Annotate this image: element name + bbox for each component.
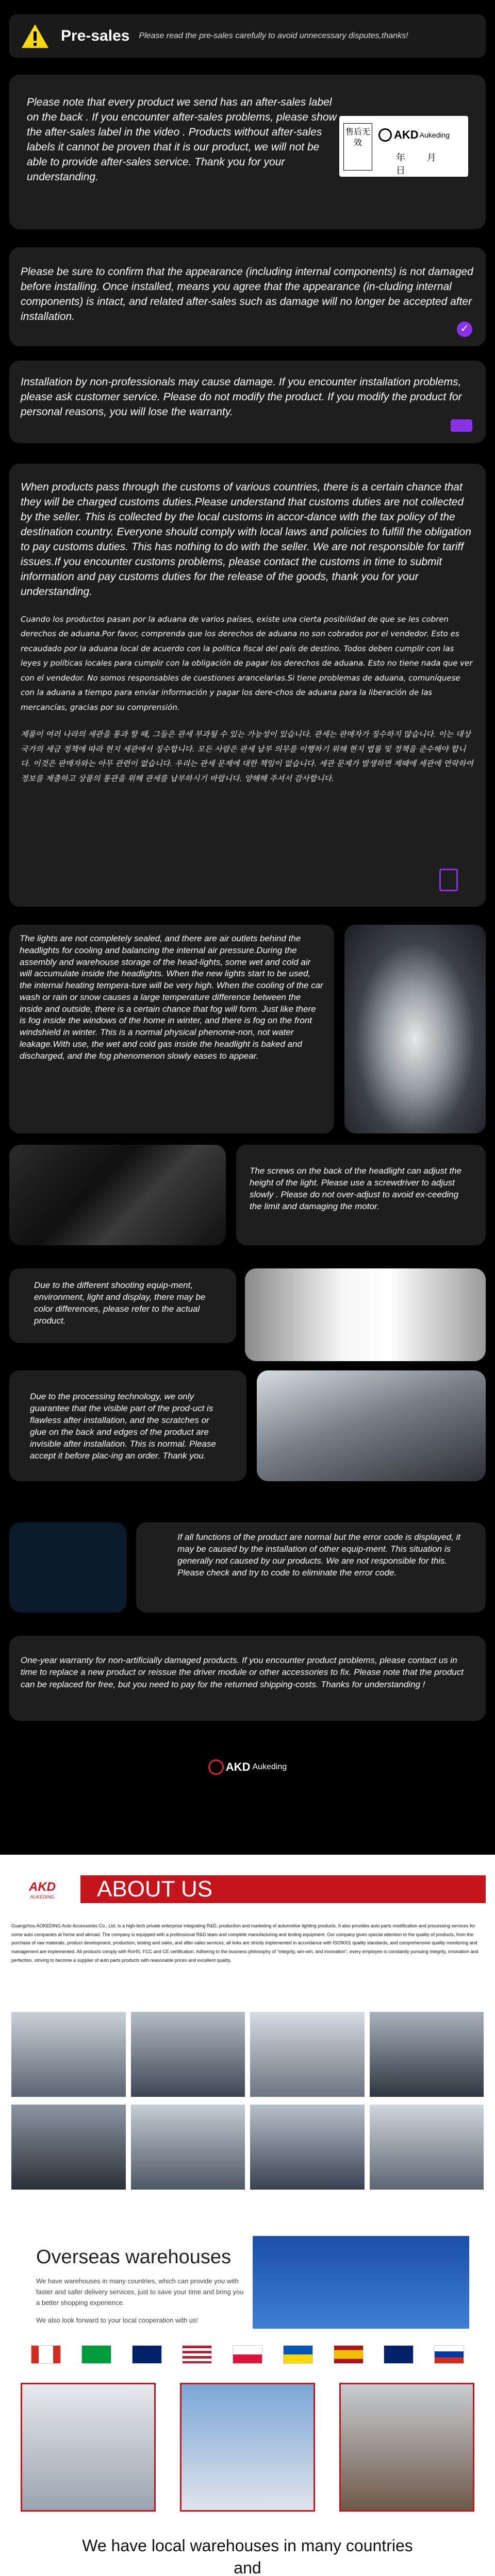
factory-photo xyxy=(131,2105,245,2190)
factory-photo xyxy=(11,2105,126,2190)
customs-text-en: When products pass through the customs of various countries, there is a certain chance that they will be charged customs duties.Please understand that customs duties are not collected by the seller. This is collected by the local customs in accor-dance with the tax policy of the destination country. Everyone should comply with local laws and policies to fulfill the obligation to pay customs duties. This has nothing to do with the seller. We are not responsible for tariff issues.If you encounter customs problems, please contact the customs in time to submit information and pay customs duties for the release of the goods, thank you for your understanding. xyxy=(21,481,471,598)
factory-photo-row xyxy=(11,2012,484,2097)
customs-text-ko: 제품이 여러 나라의 세관을 통과 할 때, 그들은 관세 부과될 수 있는 가능성이 있습니다. 관세는 판매자가 징수하지 않습니다. 이는 대상 국가의 세금 정책에 따라 현지 세관에서 징수합니다. 모든 사람은 관세 납부 의무를 이행하기 위해 현지 법률 및 정책을 준수해야 합니다. 이것은 판매자와는 아무 관련이 없습니다. 우리는 관세 문제에 대한 책임이 없습니다. 세관 문제가 발생하면 제때에 세관에 연락하여 정보를 제출하고 상품의 통관을 위해 관세를 납부하시기 바랍니다. 양해해 주셔서 감사합니다. xyxy=(21,730,473,783)
card-text: Please be sure to confirm that the appearance (including internal components) is not damaged before installing. Once installed, means you agree that the appearance (in-cluding internal components) is intact, and related after-sales such as damage will no longer be accepted after installation. xyxy=(21,266,473,323)
headlight-back-photo xyxy=(9,1145,226,1245)
spain-flag-icon xyxy=(334,2345,364,2364)
warehouse-photo-row xyxy=(21,2383,474,2512)
document-icon xyxy=(439,869,458,891)
world-map-image xyxy=(253,2236,469,2329)
color-difference-card xyxy=(9,1268,236,1343)
country-flags xyxy=(31,2345,464,2364)
factory-photo xyxy=(250,2105,365,2190)
poland-flag-icon xyxy=(233,2345,262,2364)
logo-text: Aukeding xyxy=(252,1762,287,1771)
screw-adjust-card xyxy=(236,1145,486,1245)
overseas-title: Overseas warehouses xyxy=(36,2246,232,2268)
factory-photo xyxy=(370,2105,484,2190)
installation-card xyxy=(9,361,486,443)
canada-flag-icon xyxy=(31,2345,61,2364)
fog-card xyxy=(9,925,334,1133)
code-screen-photo xyxy=(9,1522,127,1613)
presales-title: Pre-sales xyxy=(61,27,130,44)
logo-mark: AKD xyxy=(225,1760,251,1773)
about-title: ABOUT US xyxy=(80,1875,486,1903)
label-logo: AKD Aukeding xyxy=(378,127,450,143)
customs-card xyxy=(9,464,486,907)
presales-subtitle: Please read the pre-sales carefully to avoid unnecessary disputes,thanks! xyxy=(139,31,408,40)
car-front-photo xyxy=(257,1370,486,1481)
russia-flag-icon xyxy=(434,2345,464,2364)
processing-card xyxy=(9,1370,246,1481)
factory-photo xyxy=(370,2012,484,2097)
label-stamp: 售后无效 xyxy=(343,123,372,171)
card-text: Due to the processing technology, we only guarantee that the visible part of the prod-uct is flawless after installation, and the scratches or glue on the back and edges of the product are invisible after installation. This is normal. Please accept it before plac-ing an order. Thank you. xyxy=(30,1392,216,1461)
factory-photo xyxy=(11,2012,126,2097)
factory-photo xyxy=(250,2012,365,2097)
brand-logo xyxy=(160,1752,335,1783)
bottom-line-2: and xyxy=(234,2558,261,2576)
warranty-card xyxy=(9,1636,486,1721)
tool-icon xyxy=(451,419,472,432)
card-text: Please note that every product we send has an after-sales label on the back . If you encounter after-sales problems, please show the after-sales label in the video . Products without after-sales labels it cannot be proven that it is our product, we will not be able to provide after-sales service. Thank you for your understanding. xyxy=(27,96,337,183)
warning-icon xyxy=(21,23,50,49)
studio-photo xyxy=(245,1268,486,1361)
check-icon: ✓ xyxy=(457,321,472,337)
card-text: The screws on the back of the headlight can adjust the height of the light. Please use a screwdriver to adjust slowly . Please do not over-adjust to avoid ex-ceeding the limit and damaging the motor. xyxy=(250,1166,462,1211)
brazil-flag-icon xyxy=(81,2345,111,2364)
logo-icon xyxy=(378,128,392,142)
logo-icon xyxy=(208,1759,224,1775)
overseas-bottom-text xyxy=(0,2535,495,2576)
usa-flag-icon xyxy=(182,2345,212,2364)
presales-header xyxy=(9,14,486,58)
about-logo-mark: AKD xyxy=(29,1880,56,1894)
card-text: One-year warranty for non-artificially damaged products. If you encounter product problems, please contact us in time to replace a new product or reissue the driver module or other accessories to fix. Please note that the product can be replaced for free, but you need to pay for the returned shipping-costs. Thanks for understanding ! xyxy=(21,1655,464,1689)
after-sales-label-card xyxy=(9,75,486,229)
card-text: If all functions of the product are normal but the error code is displayed, it may be caused by the installation of other equip-ment. This situation is generally not caused by our products. We are not responsible for this. Please check and try to code to eliminate the error code. xyxy=(177,1532,461,1578)
bottom-line-1: We have local warehouses in many countries xyxy=(82,2536,413,2555)
australia-flag-icon xyxy=(132,2345,162,2364)
card-text: Installation by non-professionals may cause damage. If you encounter installation problems, please ask customer service. Please do not modify the product. If you modify the product for personal reasons, you will lose the warranty. xyxy=(21,376,462,418)
overseas-text: We have warehouses in many countries, which can provide you with faster and safer delivery services, just to save your time and bring you a better shopping experience. xyxy=(36,2277,244,2307)
ukraine-flag-icon xyxy=(283,2345,313,2364)
appearance-check-card xyxy=(9,247,486,346)
warehouse-photo xyxy=(21,2383,156,2512)
error-code-card xyxy=(136,1522,486,1613)
warehouse-photo xyxy=(339,2383,474,2512)
about-section xyxy=(0,1855,495,2226)
after-sales-label-image xyxy=(339,116,468,177)
card-text: Due to the different shooting equip-ment, environment, light and display, there may be color differences, please refer to the actual product. xyxy=(34,1280,206,1326)
label-date: 年 月 日 xyxy=(396,152,446,176)
customs-text-es: Cuando los productos pasan por la aduana de varios países, existe una cierta posibilidad de que se les cobren derechos de aduana.Por favor, comprenda que los derechos de aduana no son cobrados por el vendedor. Esto es recaudado por la aduana local de acuerdo con la política fiscal del país de destino. Todos deben cumplir con las leyes y políticas locales para cumplir con la obligación de pagar los derechos de aduana. Esto no tiene nada que ver con el vendedor. No somos responsables de cuestiones arancelarias.Si tiene problemas de aduana, comuníquese con la aduana a tiempo para enviar información y pagar los dere-chos de aduana para la liberación de las mercancías, gracias por su comprensión. xyxy=(21,614,473,712)
warehouse-photo xyxy=(180,2383,315,2512)
overseas-section xyxy=(0,2226,495,2576)
about-paragraph: Guangzhou AOKEDING Auto Accessories Co., Ltd. is a high-tech private enterprise integrating R&D, production and marketing of automotive lighting products. It also provides auto parts modification and processing services for some auto companies at home and abroad. The company is equipped with a professional R&D team and complete manufacturing and testing equipment. Our company gives special attention to the quality of products, from the purchase of raw materials, product development, production, testing and sales, and after-sales services, all links are strictly implemented in accordance with ISO9001 quality standards, and comprehensive quality monitoring and management are implemented. All products comply with RoHS, FCC and CE certification. Adhering to the business philosophy of "integrity, win-win, and innovation", every employee is constantly pursuing integrity, innovation and perfection, striving to become a supplier of auto parts products with reasonable prices and excellent quality. xyxy=(11,1923,478,1963)
headlight-photo xyxy=(344,925,486,1133)
card-text: The lights are not completely sealed, and there are air outlets behind the headlights for cooling and balancing the internal air pressure.During the assembly and warehouse storage of the head-lights, some wet and cold air will accumulate inside the headlights. When the new lights start to be used, the internal heating tempera-ture will be very high. When the cooling of the car wash or rain or snow causes a large temperature difference between the inside and outside, there is a certain chance that fog will form. Just like there is fog inside the windows of the home in winter, and there is fog on the front windshield in winter. This is a normal physical phenome-non, not water leakage.With use, the wet and cold gas inside the headlight is baked and discharged, and the fog phenomenon slowly eases to appear. xyxy=(20,934,323,1061)
factory-photo xyxy=(131,2012,245,2097)
uk-flag-icon xyxy=(384,2345,414,2364)
factory-photo-row xyxy=(11,2105,484,2190)
overseas-text-2: We also look forward to your local cooperation with us! xyxy=(36,2316,199,2324)
about-logo-sub: AUKEDING xyxy=(30,1894,55,1900)
about-logo xyxy=(11,1875,73,1904)
